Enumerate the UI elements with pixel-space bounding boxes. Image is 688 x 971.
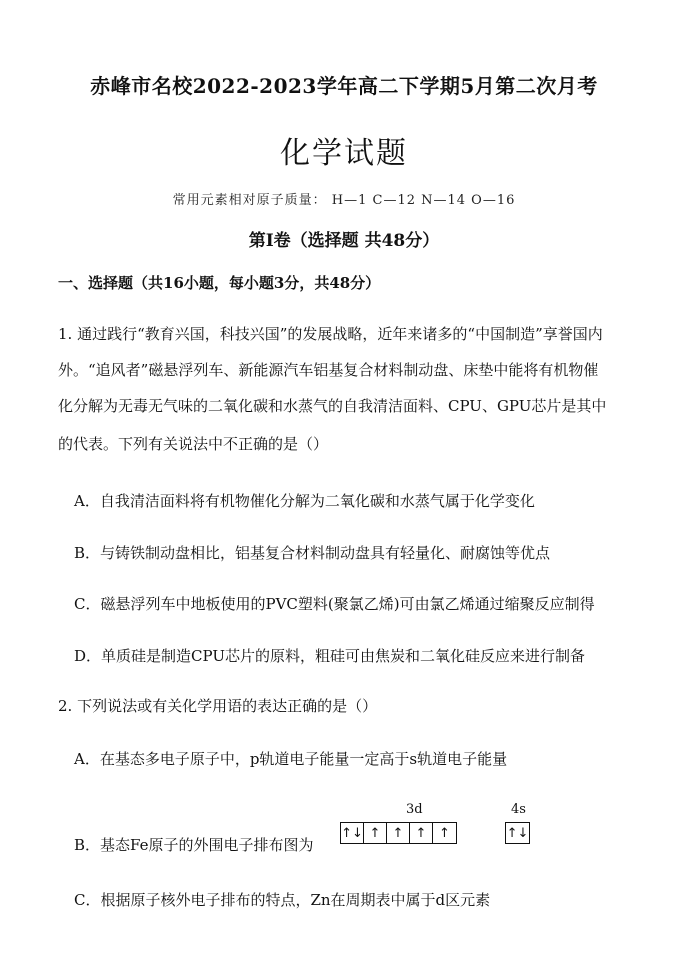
orbital-box: ↑↓ <box>341 823 364 843</box>
question-1-option-b: B．与铸铁制动盘相比，铝基复合材料制动盘具有轻量化、耐腐蚀等优点 <box>74 544 551 562</box>
atomic-mass-note: 常用元素相对原子质量： H—1 C—12 N—14 O—16 <box>172 193 516 208</box>
exam-title: 赤峰市名校2022-2023学年高二下学期5月第二次月考 <box>90 74 598 98</box>
question-1-stem-line: 化分解为无毒无气味的二氧化碳和水蒸气的自我清洁面料、CPU、GPU芯片是其中 <box>58 397 607 415</box>
orbital-boxes-4s <box>505 822 530 844</box>
question-2-option-b: B．基态Fe原子的外围电子排布图为 <box>74 836 314 854</box>
question-2-option-a: A．在基态多电子原子中，p轨道电子能量一定高于s轨道电子能量 <box>74 750 508 768</box>
question-1-option-a: A．自我清洁面料将有机物催化分解为二氧化碳和水蒸气属于化学变化 <box>74 492 535 510</box>
orbital-box: ↑ <box>410 823 433 843</box>
question-2-stem: 2. 下列说法或有关化学用语的表达正确的是（） <box>58 697 378 715</box>
question-2-option-c: C．根据原子核外电子排布的特点，Zn在周期表中属于d区元素 <box>74 891 491 909</box>
question-1-stem-line: 1. 通过践行“教育兴国，科技兴国”的发展战略，近年来诸多的“中国制造”享誉国内 <box>58 325 603 343</box>
question-1-stem-line: 的代表。下列有关说法中不正确的是（） <box>58 435 329 453</box>
section-title: 一、选择题（共16小题，每小题3分，共48分） <box>58 274 381 292</box>
orbital-label-4s: 4s <box>511 802 526 817</box>
question-1-option-c: C．磁悬浮列车中地板使用的PVC塑料(聚氯乙烯)可由氯乙烯通过缩聚反应制得 <box>74 595 595 613</box>
question-1-stem-line: 外。“追风者”磁悬浮列车、新能源汽车铝基复合材料制动盘、床垫中能将有机物催 <box>58 361 599 379</box>
orbital-boxes-3d <box>340 822 457 844</box>
orbital-box: ↑ <box>439 825 450 841</box>
orbital-box: ↑ <box>364 823 387 843</box>
orbital-box: ↑↓ <box>506 825 529 841</box>
part-title: 第Ⅰ卷（选择题 共48分） <box>248 231 440 251</box>
question-1-option-d: D．单质硅是制造CPU芯片的原料，粗硅可由焦炭和二氧化硅反应来进行制备 <box>74 647 585 665</box>
subject-title: 化学试题 <box>280 136 408 171</box>
orbital-box: ↑ <box>387 823 410 843</box>
orbital-label-3d: 3d <box>406 802 423 817</box>
